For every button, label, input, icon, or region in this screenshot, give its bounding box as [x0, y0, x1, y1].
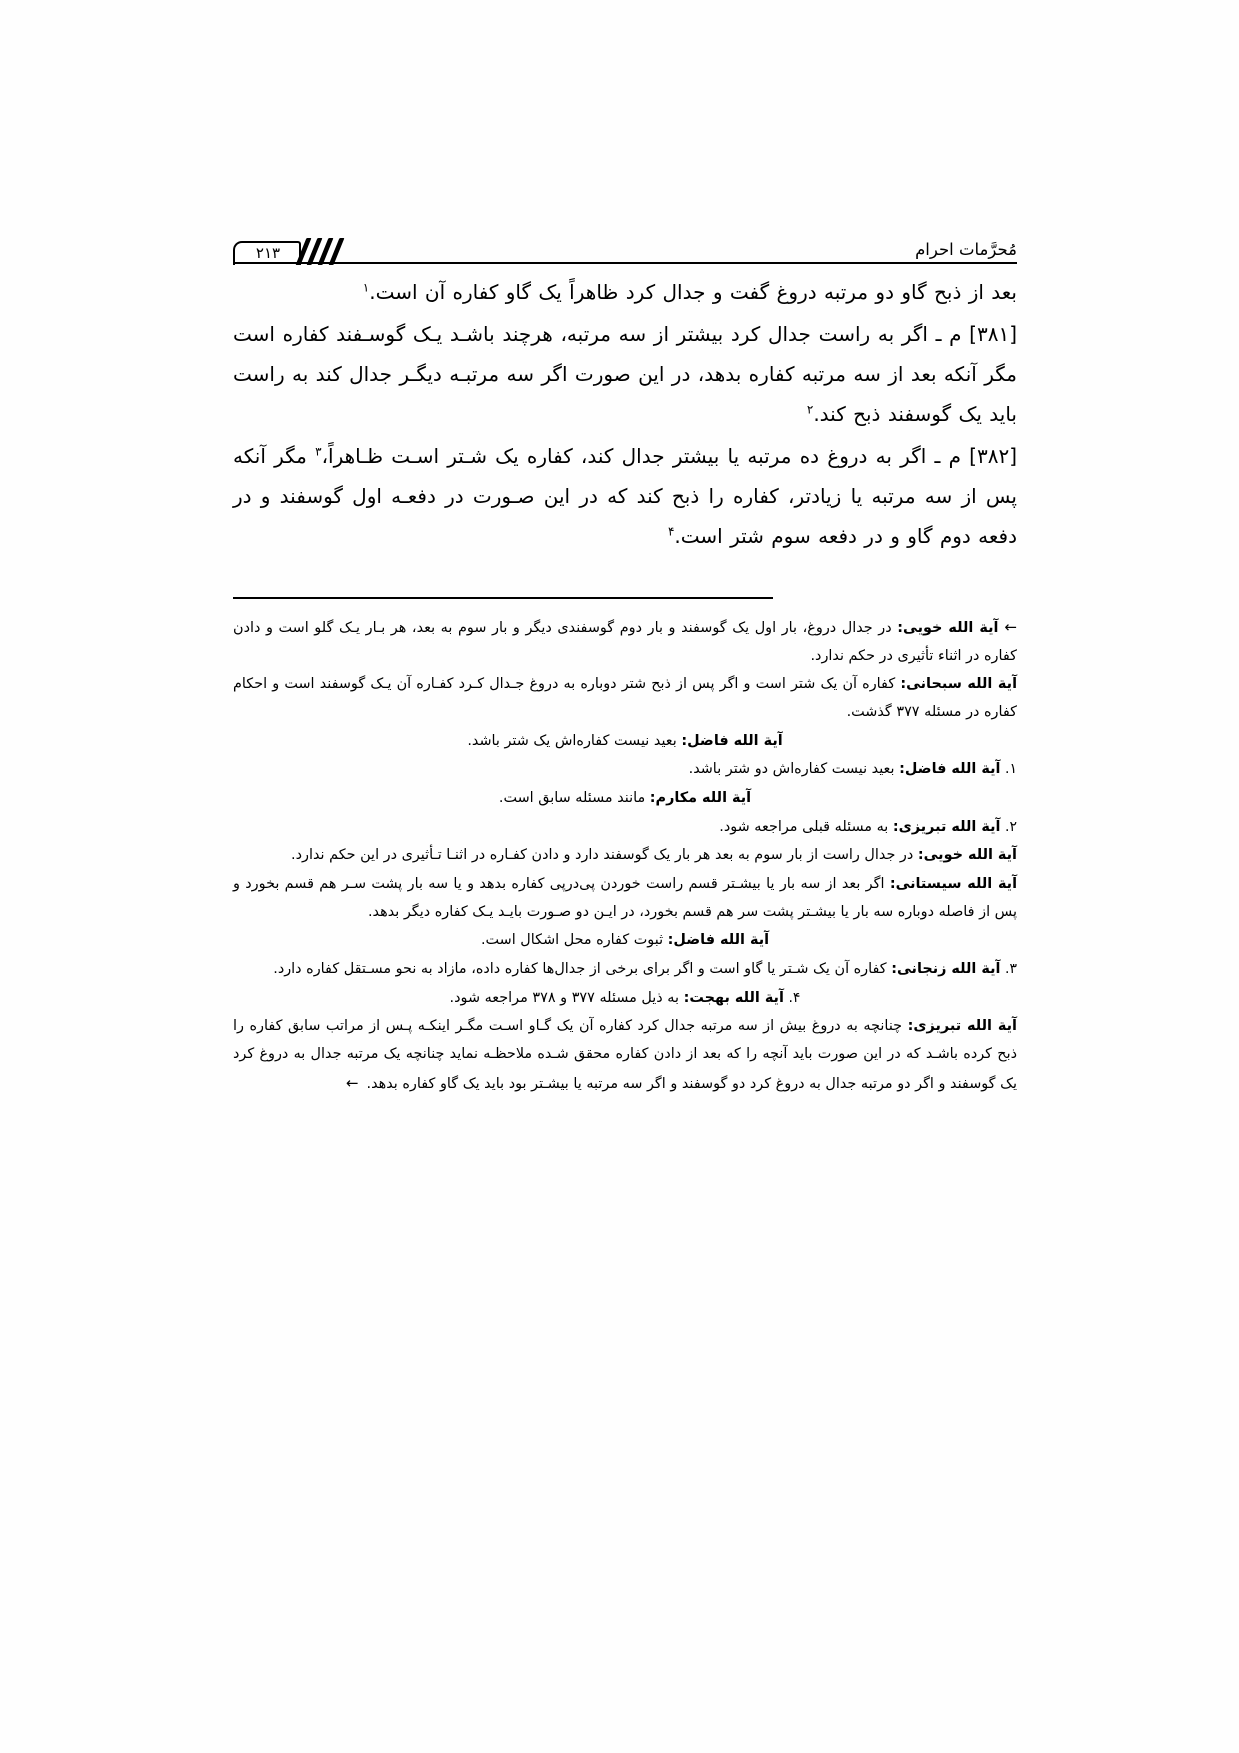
running-header: [233, 222, 1017, 264]
continuation-arrow-icon: [998, 620, 1017, 636]
footnote-text: اگر بعد از سه بار یا بیشـتر قسم راست خوردن پی‌درپی کفاره بدهد و یا سه بار پشت سـر هم قسم بخورد و پس از فاصله دوباره سه بار یا بیشـتر پشت سر هم قسم بخورد، در ایـن دو صـورت بایـد یـک کفاره دیگر بدهد.: [233, 875, 1017, 920]
footnote-text: به مسئله قبلی مراجعه شود.: [719, 818, 889, 835]
ruling-letter-382: م: [948, 444, 961, 468]
footnote-item: [233, 613, 1017, 670]
footnote-item: [233, 728, 1017, 756]
folio-slash-decoration-icon: [297, 238, 343, 265]
footnote-item: [233, 842, 1017, 870]
ruling-number-382: [۳۸۲]: [969, 444, 1018, 468]
footnote-item: [233, 927, 1017, 955]
footnote-text: در جدال راست از بار سوم به بعد هر بار یک گوسفند دارد و دادن کفـاره در اثنـا تـأثیری در این حکم ندارد.: [291, 847, 914, 864]
footnote-text: ثبوت کفاره محل اشکال است.: [480, 932, 664, 949]
header-divider: [233, 262, 1017, 264]
footnote-authority: آیة الله خویی:: [917, 847, 1017, 864]
footnote-item: [233, 871, 1017, 926]
footnote-item: [233, 1013, 1017, 1098]
footnote-item: [233, 956, 1017, 984]
footnote-marker: ۲.: [1005, 818, 1017, 835]
footnote-text: چنانچه به دروغ بیش از سه مرتبه جدال کرد کفاره آن یک گـاو اسـت مگـر اینکـه پـس از مراتب سابق کفاره را ذبح کرده باشـد که در این صورت باید آنچه را که بعد از دادن کفاره محقق شـده ملاحظـه نماید چنانچه یک مرتبه جدال به دروغ کرد یک گوسفند و اگر دو مرتبه جدال به دروغ کرد دو گوسفند و اگر سه مرتبه یا بیشـتر بود باید یک گاو کفاره بدهد.: [233, 1018, 1017, 1092]
paragraph-ruling-382: [233, 436, 1017, 556]
footnote-authority: آیة الله فاضل:: [899, 761, 1001, 778]
footnote-authority: آیة الله سبحانی:: [900, 676, 1017, 693]
footnote-authority: آیة الله بهجت:: [683, 989, 784, 1006]
folio-group: [233, 238, 343, 265]
footnote-text: بعید نیست کفاره‌اش یک شتر باشد.: [467, 732, 677, 749]
footnote-list: [233, 613, 1017, 1099]
footnote-marker: ۴.: [788, 989, 801, 1006]
ruling-letter-381: م: [949, 322, 962, 346]
ruling-text-382-continuation: مگر آنکه پس از سه مرتبه یا زیادتر، کفاره را ذبح کند که در این صـورت در دفعـه اول گوسفند و در دفعه دوم گاو و در دفعه سوم شتر است.: [233, 444, 1017, 548]
footnote-item: [233, 985, 1017, 1013]
continuation-arrow-end-icon: ←: [345, 1073, 359, 1092]
footnote-text: کفاره آن یک شتر است و اگر پس از ذبح شتر دوباره به دروغ جـدال کـرد کفـاره آن یـک گوسفند است و احکام کفاره در مسئله ۳۷۷ گذشت.: [233, 676, 1017, 720]
paragraph-continued-text: بعد از ذبح گاو دو مرتبه دروغ گفت و جدال کرد ظاهراً یک گاو کفاره آن است.: [369, 280, 1017, 304]
footnote-authority: آیة الله تبریزی:: [907, 1018, 1017, 1035]
footnote-text: کفاره آن یک شـتر یا گاو است و اگر برای برخی از جدال‌ها کفاره داده، مازاد به نحو مسـتقل کفاره دارد.: [273, 960, 887, 977]
page-number: ۲۱۳: [233, 241, 301, 265]
paragraph-ruling-381: [233, 314, 1017, 434]
footnote-ref-4: ۴: [667, 524, 675, 539]
footnote-authority: آیة الله مکارم:: [649, 789, 752, 806]
footnote-authority: آیة الله تبریزی:: [892, 818, 1001, 835]
footnote-marker: ۱.: [1005, 761, 1017, 778]
footnote-item: [233, 785, 1017, 813]
footnote-text: بعید نیست کفاره‌اش دو شتر باشد.: [688, 761, 895, 778]
ruling-text-382: ـ اگر به دروغ ده مرتبه یا بیشتر جدال کند، کفاره یک شـتر اسـت ظـاهراً،: [321, 444, 941, 468]
footnote-item: [233, 671, 1017, 726]
paragraph-continued: [233, 272, 1017, 312]
footnote-authority: آیة الله زنجانی:: [891, 960, 1001, 977]
footnote-authority: آیة الله سیستانی:: [889, 875, 1018, 892]
footnote-item: [233, 756, 1017, 784]
footnote-text: مانند مسئله سابق است.: [498, 789, 646, 806]
footnote-authority: آیة الله فاضل:: [681, 732, 783, 749]
footnote-marker: ۳.: [1005, 960, 1017, 977]
footnote-separator: [233, 597, 773, 599]
footnote-text: به ذیل مسئله ۳۷۷ و ۳۷۸ مراجعه شود.: [449, 989, 680, 1006]
footnote-ref-2: ۲: [806, 402, 814, 417]
header-title: مُحرَّمات احرام: [915, 239, 1017, 259]
footnote-ref-1: ۱: [362, 280, 370, 295]
ruling-number-381: [۳۸۱]: [969, 322, 1018, 346]
footnote-authority: آیة الله خویی:: [897, 620, 999, 636]
footnote-ref-3: ۳: [315, 444, 322, 459]
footnote-authority: آیة الله فاضل:: [667, 932, 770, 949]
footnote-text: در جدال دروغ، بار اول یک گوسفند و بار دوم گوسفندی دیگر و بار سوم به بعد، هر بـار یـک گلو است و دادن کفاره در اثناء تأثیری در حکم ندارد.: [233, 620, 1017, 664]
main-body: [233, 272, 1017, 558]
ruling-text-381: ـ اگر به راست جدال کرد بیشتر از سه مرتبه، هرچند باشـد یـک گوسـفند کفاره است مگر آنکه بعد از سه مرتبه کفاره بدهد، در این صورت اگر سه مرتبـه دیگـر جدال کند به راست باید یک گوسفند ذبح کند.: [233, 322, 1017, 426]
footnote-item: [233, 814, 1017, 842]
